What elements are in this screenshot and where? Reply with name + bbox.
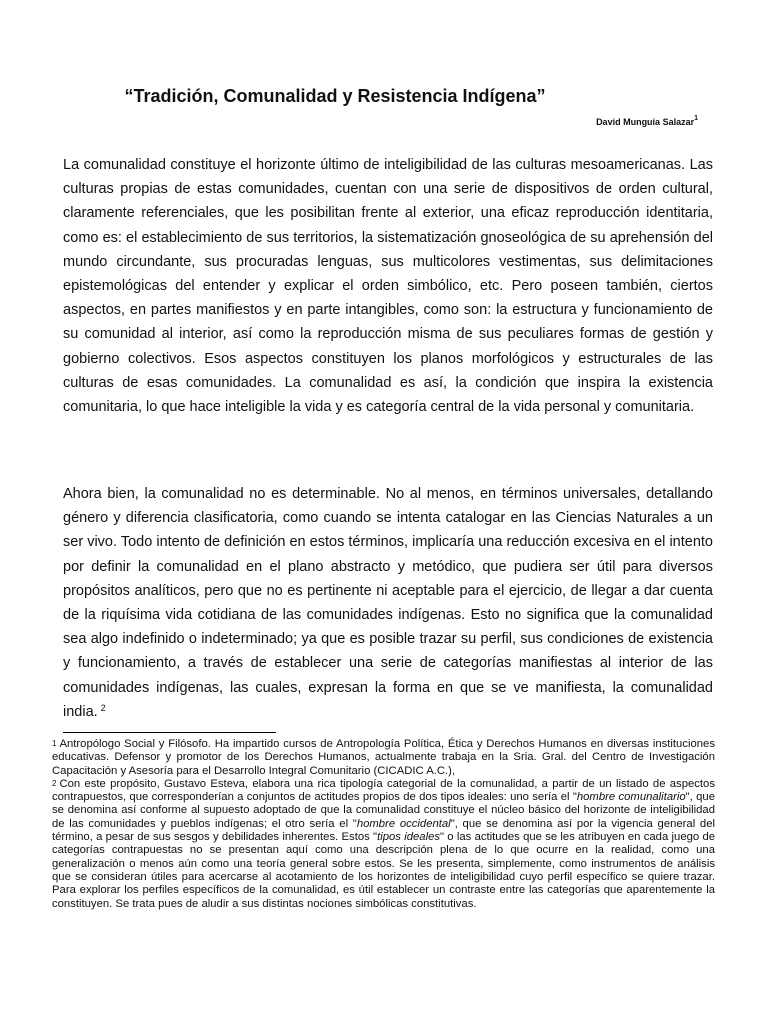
footnote-2-term-2: hombre occidental: [356, 817, 451, 830]
document-title: [0, 86, 768, 107]
body-paragraph-2-text: Ahora bien, la comunalidad no es determinable. No al menos, en términos universales, detallando género y diferencia clasificatoria, como cuando se intenta catalogar en las Ciencias Naturales a un ser vivo. Todo intento de definición en estos términos, implicaría una reducción excesiva en el intento por definir la comunalidad en el plano abstracto y metódico, que pudiera ser útil para diversos propósitos analíticos, pero que no es pertinente ni aceptable para el ejercicio, de llegar a dar cuenta de la riquísima vida cotidiana de las comunidades indígenas. Esto no significa que la comunalidad sea algo indefinido o indeterminado; ya que es posible trazar su perfil, sus condiciones de existencia y funcionamiento, a través de establecer una serie de categorías manifiestas al interior de las comunidades indígenas, las cuales, expresan la forma en que se ve manifiesta, la comunalidad india.: [63, 486, 713, 720]
body-paragraph-1: La comunalidad constituye el horizonte último de inteligibilidad de las culturas mesoamericanas. Las culturas propias de estas comunidades, cuentan con una serie de dispositivos de orden cultural, claramente referenciales, que les posibilitan frente al exterior, una eficaz reproducción identitaria, como es: el establecimiento de sus territorios, la sistematización gnoseológica de su aprehensión del mundo circundante, sus procuradas lenguas, sus multicolores vestimentas, sus delimitaciones epistemológicas del entender y explicar el orden simbólico, etc. Pero poseen también, ciertos aspectos, en partes manifiestos y en parte intangibles, como son: la estructura y funcionamiento de su comunidad al interior, así como la reproducción misma de sus peculiares formas de gestión y gobierno colectivos. Esos aspectos constituyen los planos morfológicos y estructurales de las culturas de esas comunidades. La comunalidad es así, la condición que inspira la existencia comunitaria, lo que hace inteligible la vida y es categoría central de la vida personal y comunitaria.: [63, 157, 713, 416]
footnote-2-text-a: Con este propósito, Gustavo Esteva, elabora una rica tipología categorial de la comunalidad, a partir de un listado de aspectos contrapuestos, que corresponderían a conjuntos de actitudes propios de dos tipos ideales: uno sería el ": [52, 777, 715, 804]
footnote-2-text-d: " o las actitudes que se les atribuyen en cada juego de categorías contrapuestas no se presentan aquí como una descripción plena de lo que ocurre en la realidad, como una generalización o menos aún como una teoría general sobre estos. Se les presenta, simplemente, como instrumentos de análisis que se consideran útiles para acercarse al acotamiento de los horizontes de inteligibilidad cuyo perfil específico se quiere trazar. Para explorar los perfiles específicos de la comunalidad, es útil establecer un contraste entre las categorías que aparentemente la constituyen. Se trata pues de aludir a sus distintas nociones simbólicas constitutivas.: [52, 831, 716, 910]
footnote-1: [52, 738, 715, 778]
footnote-2-term-3: tipos ideales: [377, 831, 441, 844]
footnote-2-text-c: ", que se denomina así por la vigencia general del término, a pesar de sus sesgos y debilidades inherentes. Estos ": [52, 817, 716, 844]
footnote-separator: [63, 732, 276, 733]
footnote-2-term-1: hombre comunalitario: [576, 791, 686, 804]
author-name: David Munguía Salazar: [596, 117, 695, 127]
body-paragraph-2: [63, 482, 713, 724]
footnote-2-text-b: ", que se denomina así conforme al supuesto adoptado de que la comunalidad constituye el núcleo básico del horizonte de inteligibilidad de las comunidades y pueblos indígenas; el otro sería el ": [52, 791, 715, 830]
footnote-2-marker: 2: [100, 702, 106, 713]
footnote-2: [52, 778, 715, 911]
author-line: [596, 117, 698, 127]
footnote-2-number: 2: [52, 778, 57, 788]
footnote-1-text: Antropólogo Social y Filósofo. Ha impartido cursos de Antropología Política, Ética y Derechos Humanos en diversas instituciones educativas. Defensor y promotor de los Derechos Humanos, actualmente trabaja en la Sria. Gral. del Centro de Investigación Capacitación y Asesoría para el Desarrollo Integral Comunitario (CICADIC A.C.),: [52, 738, 715, 777]
author-footnote-marker: 1: [694, 115, 698, 122]
footnote-1-number: 1: [52, 739, 57, 748]
footnotes: [52, 738, 715, 911]
title-text: “Tradición, Comunalidad y Resistencia Indígena”: [124, 86, 546, 106]
